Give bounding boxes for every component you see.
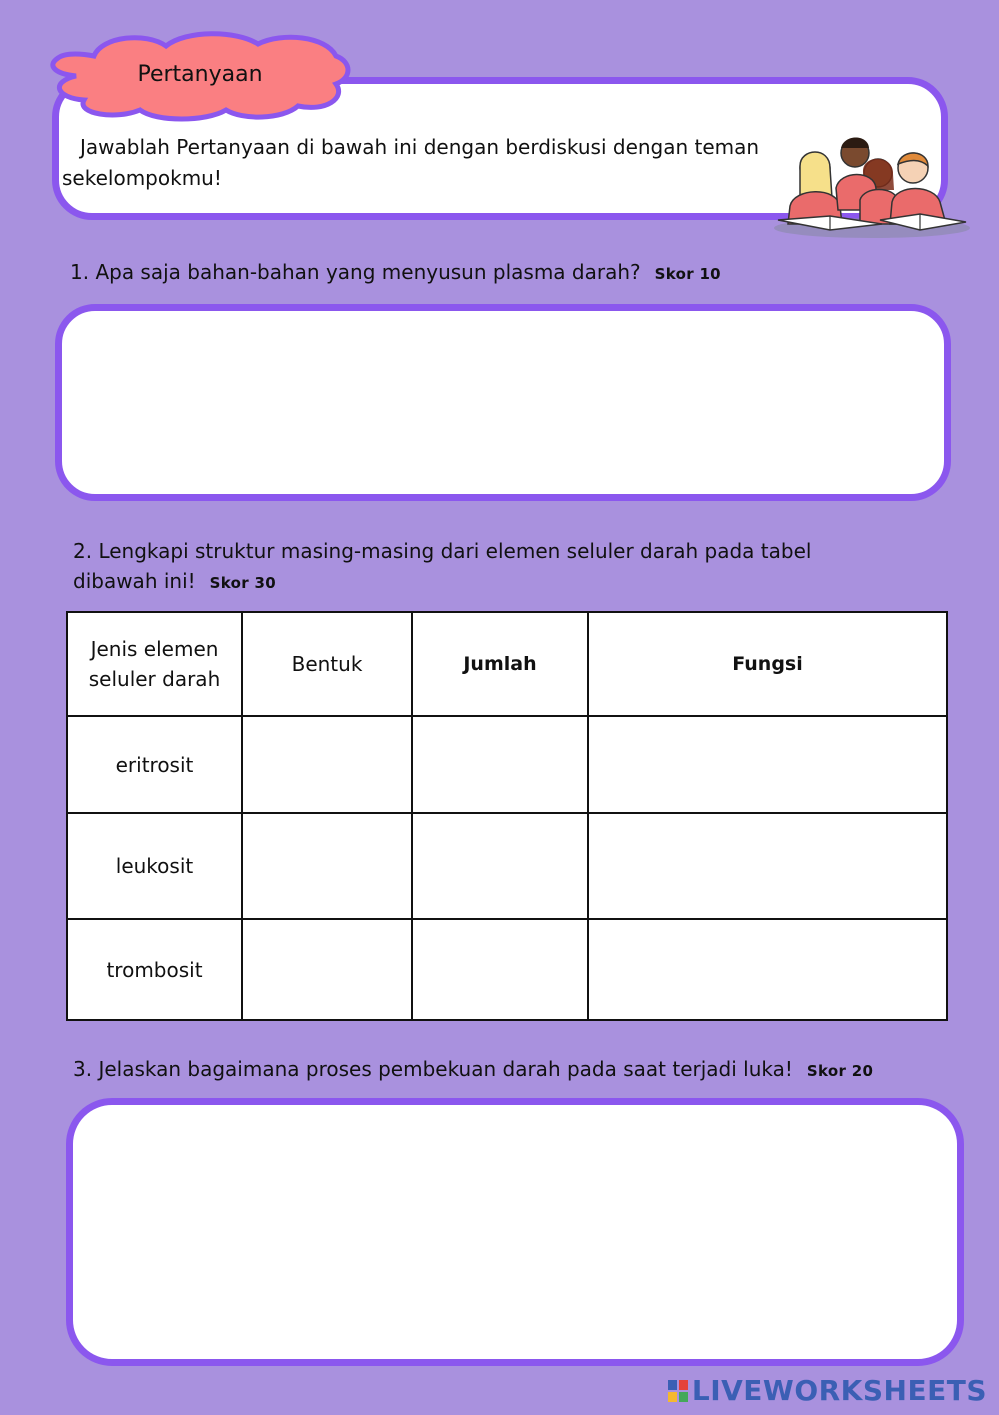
- liveworksheets-text: LIVEWORKSHEETS: [691, 1374, 987, 1407]
- jumlah-cell[interactable]: [412, 813, 588, 919]
- fungsi-cell[interactable]: [588, 813, 947, 919]
- question-1: [70, 257, 721, 289]
- jumlah-cell[interactable]: [412, 716, 588, 813]
- header-fungsi: Fungsi: [588, 612, 947, 716]
- question-2-text: 2. Lengkapi struktur masing-masing dari elemen seluler darah pada tabel dibawah ini!: [73, 539, 812, 593]
- bentuk-cell[interactable]: [242, 919, 412, 1020]
- fungsi-cell[interactable]: [588, 919, 947, 1020]
- liveworksheets-icon: [668, 1380, 688, 1402]
- question-2: [73, 536, 873, 598]
- answer-box-3[interactable]: [66, 1098, 964, 1366]
- bentuk-cell[interactable]: [242, 716, 412, 813]
- jumlah-cell[interactable]: [412, 919, 588, 1020]
- question-3: [73, 1054, 873, 1086]
- row-label: leukosit: [67, 813, 242, 919]
- table-row: [67, 813, 947, 919]
- page-title: Pertanyaan: [137, 62, 263, 87]
- question-3-score: Skor 20: [806, 1062, 874, 1080]
- bentuk-cell[interactable]: [242, 813, 412, 919]
- liveworksheets-logo: [668, 1374, 987, 1407]
- header-jumlah: Jumlah: [412, 612, 588, 716]
- blood-cell-table: [66, 611, 948, 1021]
- header-jenis: Jenis elemen seluler darah: [67, 612, 242, 716]
- students-illustration: [770, 128, 975, 240]
- instruction-text: Jawablah Pertanyaan di bawah ini dengan berdiskusi dengan teman sekelompokmu!: [62, 135, 760, 190]
- table-row: [67, 919, 947, 1020]
- answer-box-1[interactable]: [55, 304, 951, 501]
- question-3-text: 3. Jelaskan bagaimana proses pembekuan darah pada saat terjadi luka!: [73, 1057, 793, 1081]
- header-bentuk: Bentuk: [242, 612, 412, 716]
- row-label: eritrosit: [67, 716, 242, 813]
- fungsi-cell[interactable]: [588, 716, 947, 813]
- question-1-score: Skor 10: [654, 265, 721, 283]
- question-1-text: 1. Apa saja bahan-bahan yang menyusun plasma darah?: [70, 260, 641, 284]
- question-2-score: Skor 30: [209, 574, 276, 592]
- table-row: [67, 716, 947, 813]
- row-label: trombosit: [67, 919, 242, 1020]
